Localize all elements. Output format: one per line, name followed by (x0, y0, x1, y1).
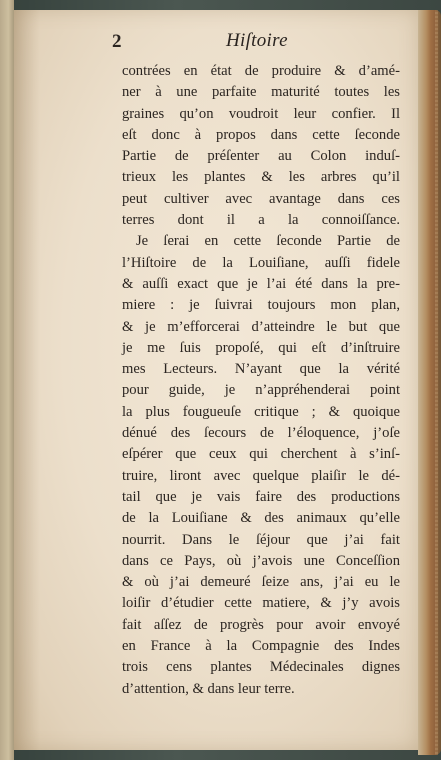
text-line: eſt donc à propos dans cette ſeconde (122, 126, 400, 143)
text-line: peut cultiver avec avantage dans ces (122, 190, 400, 207)
text-line: eſpérer que ceux qui cherchent à s’inſ- (122, 446, 400, 463)
text-line: fait aſſez de progrès pour avoir envoyé (122, 616, 400, 633)
text-line: je me ſuis propoſé, qui eſt d’inſtruire (122, 339, 400, 356)
text-line: & où j’ai demeuré ſeize ans, j’ai eu le (122, 574, 400, 591)
text-line: loiſir d’étudier cette matiere, & j’y avois (122, 595, 400, 612)
text-line: dans ce Pays, où j’avois une Conceſſion (122, 552, 400, 569)
text-line: tail que je vais faire des productions (122, 488, 400, 505)
text-line: pour guide, je n’appréhenderai point (122, 382, 400, 399)
text-line: mes Lecteurs. N’ayant que la vérité (122, 361, 400, 378)
text-line: nourrit. Dans le ſéjour que j’ai fait (122, 531, 400, 548)
text-line: miere : je ſuivrai toujours mon plan, (122, 297, 400, 314)
text-line: & auſſi exact que je l’ai été dans la pre- (122, 275, 400, 292)
text-line: Partie de préſenter au Colon induſ- (122, 148, 400, 165)
text-line: d’attention, & dans leur terre. (122, 680, 295, 697)
page-header (112, 31, 412, 53)
text-line: la plus fougueuſe critique ; & quoique (122, 403, 400, 420)
left-binding-edge (0, 0, 14, 760)
text-line: trieux les plantes & les arbres qu’il (122, 169, 400, 186)
text-line: l’Hiſtoire de la Louiſiane, auſſi fidele (122, 254, 400, 271)
text-line: trois cens plantes Médecinales dignes (122, 659, 400, 676)
text-line: contrées en état de produire & d’amé- (122, 63, 400, 79)
body-text (122, 61, 400, 700)
page-stack-edge (418, 10, 441, 755)
text-line: Je ſerai en cette ſeconde Partie de (136, 233, 400, 250)
text-line: graines qu’on voudroit leur confier. Il (122, 105, 400, 122)
text-line: en France à la Compagnie des Indes (122, 638, 400, 655)
text-line: terres dont il a la connoiſſance. (122, 212, 400, 229)
text-line: dénué des ſecours de l’éloquence, j’oſe (122, 425, 400, 442)
running-head: Hiſtoire (226, 30, 288, 51)
text-line: & je m’efforcerai d’atteindre le but que (122, 318, 400, 335)
page-number: 2 (112, 31, 122, 52)
text-line: de la Louiſiane & des animaux qu’elle (122, 510, 400, 527)
text-line: truire, liront avec quelque plaiſir le dé- (122, 467, 400, 484)
text-line: ner à une parfaite maturité toutes les (122, 84, 400, 101)
